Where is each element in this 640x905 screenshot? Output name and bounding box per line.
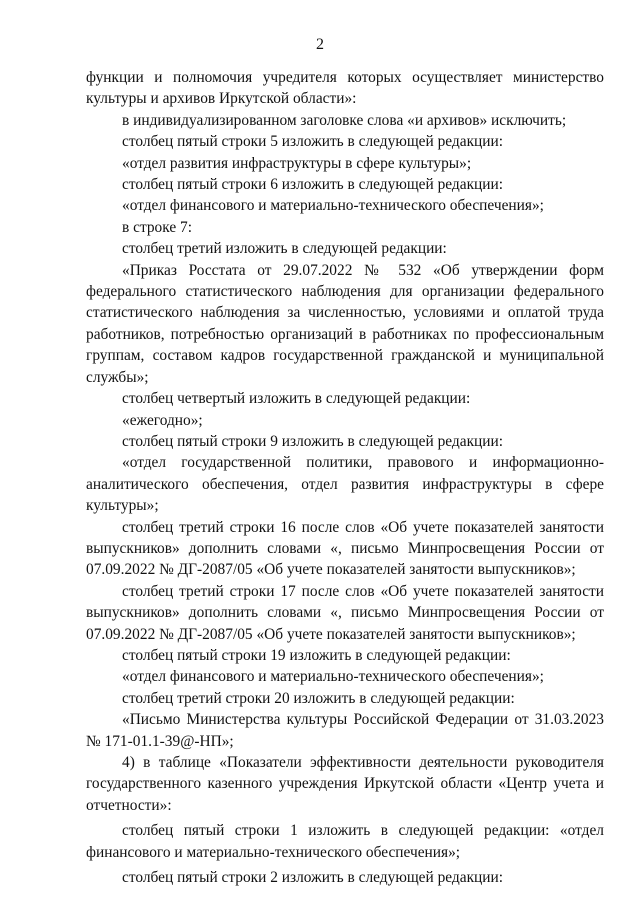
paragraph-21: столбец пятый строки 1 изложить в следующей редакции: «отдел финансового и материально-технического обеспечения»; [86,822,604,861]
page-number: 2 [316,36,324,53]
paragraph-14: столбец третий строки 16 после слов «Об учете показателей занятости выпускников» дополнить словами «, письмо Минпросвещения России от 07.09.2022 № ДГ-2087/05 «Об учете показателей занятости выпускников»; [86,518,604,579]
paragraph-13: «отдел государственной политики, правового и информационно-аналитического обеспечения, отдел развития инфраструктуры в сфере культуры»; [86,454,604,515]
paragraph-7: в строке 7: [122,218,192,236]
paragraph-2: в индивидуализированном заголовке слова «и архивов» исключить; [122,111,567,129]
paragraph-6: «отдел финансового и материально-технического обеспечения»; [122,197,544,215]
paragraph-22: столбец пятый строки 2 изложить в следующей редакции: [122,869,504,887]
paragraph-4: «отдел развития инфраструктуры в сфере культуры»; [122,154,472,172]
document-body [86,67,604,888]
paragraph-5: столбец пятый строки 6 изложить в следующей редакции: [122,176,504,194]
paragraph-12: столбец пятый строки 9 изложить в следующей редакции: [122,432,504,450]
paragraph-8: столбец третий изложить в следующей редакции: [122,240,447,258]
paragraph-17: «отдел финансового и материально-технического обеспечения»; [122,668,544,686]
paragraph-1: функции и полномочия учредителя которых осуществляет министерство культуры и архивов Иркутской области»: [86,69,604,108]
paragraph-18: столбец третий строки 20 изложить в следующей редакции: [122,689,515,707]
paragraph-11: «ежегодно»; [122,411,203,429]
paragraph-16: столбец пятый строки 19 изложить в следующей редакции: [122,646,511,664]
paragraph-19: «Письмо Министерства культуры Российской Федерации от 31.03.2023 № 171-01.1-39@-НП»; [86,711,604,750]
paragraph-10: столбец четвертый изложить в следующей редакции: [122,390,471,408]
paragraph-20: 4) в таблице «Показатели эффективности деятельности руководителя государственного казенного учреждения Иркутской области «Центр учета и отчетности»: [86,754,604,814]
paragraph-9: «Приказ Росстата от 29.07.2022 № 532 «Об утверждении форм федерального статистического наблюдения для организации федерального статистического наблюдения за численностью, условиями и оплатой труда работников, потребностью организаций в работниках по профессиональным группам, составом кадров государственной гражданской и муниципальной службы»; [86,261,604,386]
paragraph-3: столбец пятый строки 5 изложить в следующей редакции: [122,133,504,151]
paragraph-15: столбец третий строки 17 после слов «Об учете показателей занятости выпускников» дополнить словами «, письмо Минпросвещения России от 07.09.2022 № ДГ-2087/05 «Об учете показателей занятости выпускников»; [86,582,604,643]
